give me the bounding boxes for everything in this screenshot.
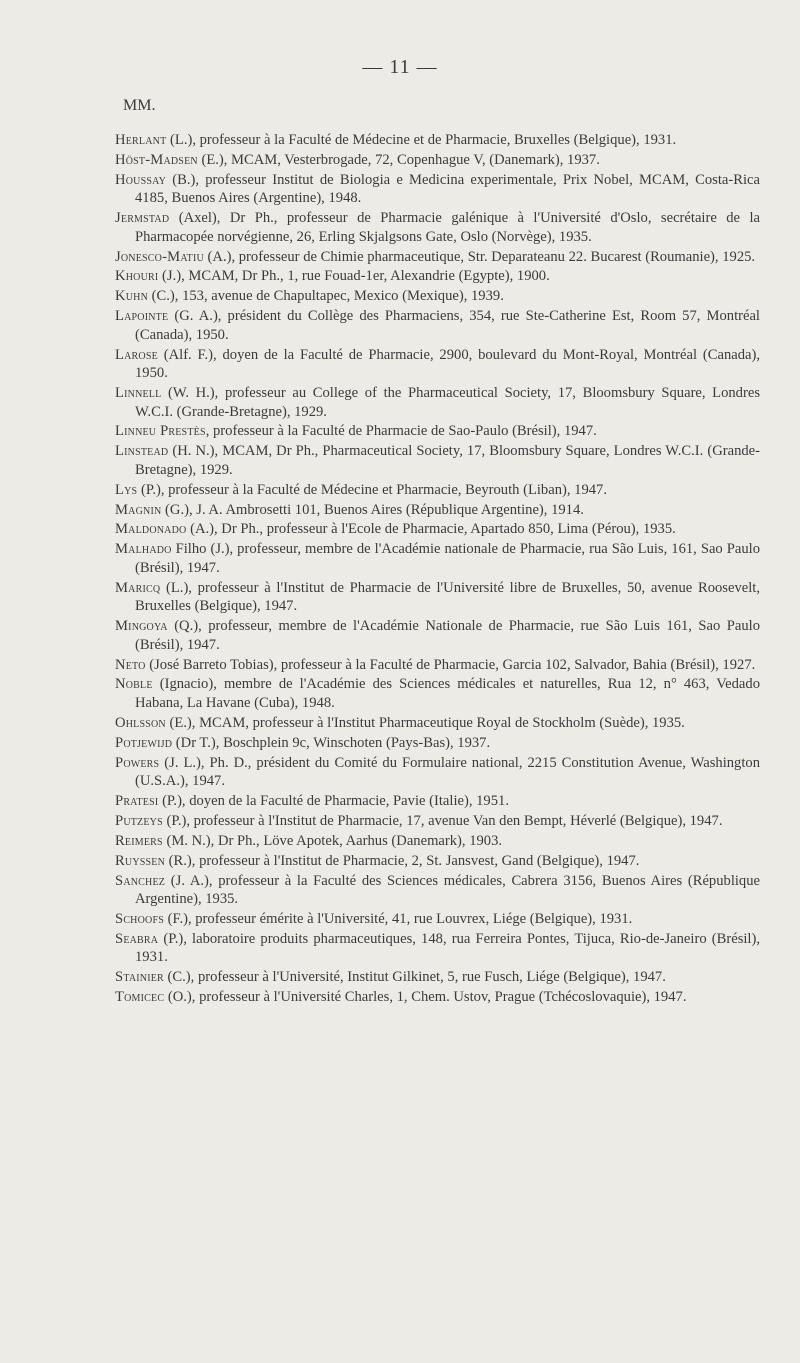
member-surname: Tomicec [115, 989, 165, 1006]
member-surname: Ruyssen [115, 852, 166, 869]
list-item [115, 209, 760, 246]
list-item [115, 832, 760, 851]
member-details: (P.), professeur à l'Institut de Pharmacie, 17, avenue Van den Bempt, Héverlé (Belgique), 1947. [162, 812, 723, 829]
list-item [115, 872, 760, 909]
member-surname: Mingoya [115, 618, 168, 635]
member-surname: Malhado [115, 541, 172, 558]
member-details: (A.), professeur de Chimie pharmaceutique, Str. Deparateanu 22. Bucarest (Roumanie), 1925. [203, 248, 756, 265]
member-surname: Khouri [115, 268, 159, 285]
list-item [115, 714, 760, 733]
list-item [115, 481, 760, 500]
member-surname: Jonesco-Matiu [115, 248, 204, 265]
member-surname: Lys [115, 481, 138, 498]
member-surname: Houssay [115, 171, 167, 188]
member-surname: Putzeys [115, 812, 163, 829]
member-surname: Magnin [115, 501, 162, 518]
member-details: (P.), professeur à la Faculté de Médecine et Pharmacie, Beyrouth (Liban), 1947. [137, 481, 607, 498]
member-details: (P.), doyen de la Faculté de Pharmacie, Pavie (Italie), 1951. [158, 792, 509, 809]
list-item [115, 792, 760, 811]
member-surname: Kuhn [115, 288, 149, 305]
list-item [115, 734, 760, 753]
member-surname: Reimers [115, 832, 163, 849]
list-item [115, 540, 760, 577]
list-item [115, 307, 760, 344]
list-item [115, 422, 760, 441]
member-details: (José Barreto Tobias), professeur à la Faculté de Pharmacie, Garcia 102, Salvador, Bahia (Brésil), 1927. [145, 656, 756, 673]
list-item [115, 579, 760, 616]
member-surname: Maricq [115, 579, 161, 596]
list-item [115, 131, 760, 150]
member-surname: Linneu Prestès [115, 423, 206, 440]
member-surname: Noble [115, 676, 153, 693]
member-surname: Powers [115, 754, 160, 771]
member-surname: Höst-Madsen [115, 151, 198, 168]
list-item [115, 656, 760, 675]
list-item [115, 248, 760, 267]
member-details: (R.), professeur à l'Institut de Pharmacie, 2, St. Jansvest, Gand (Belgique), 1947. [165, 852, 640, 869]
page-number: — 11 — [362, 56, 438, 78]
member-details: (E.), MCAM, Vesterbrogade, 72, Copenhague V, (Danemark), 1937. [197, 151, 600, 168]
list-item [115, 171, 760, 208]
member-list [115, 131, 760, 1007]
list-item [115, 617, 760, 654]
member-details: (G.), J. A. Ambrosetti 101, Buenos Aires (République Argentine), 1914. [161, 501, 584, 518]
member-surname: Maldonado [115, 521, 187, 538]
member-details: (P.), laboratoire produits pharmaceutiques, 148, rua Ferreira Pontes, Tijuca, Rio-de-Janeiro (Brésil), 1931. [135, 930, 760, 966]
member-details: (M. N.), Dr Ph., Löve Apotek, Aarhus (Danemark), 1903. [162, 832, 503, 849]
member-details: (Q.), professeur, membre de l'Académie Nationale de Pharmacie, rue São Luis 161, Sao Paulo (Brésil), 1947. [135, 618, 760, 653]
member-details: (C.), professeur à l'Université, Institut Gilkinet, 5, rue Fusch, Liége (Belgique), 1947. [163, 969, 666, 986]
member-surname: Herlant [115, 132, 167, 148]
member-details: (W. H.), professeur au College of the Pharmaceutical Society, 17, Bloomsbury Square, Londres W.C.I. (Grande-Bretagne), 1929. [135, 385, 760, 420]
member-details: (J. L.), Ph. D., président du Comité du Formulaire national, 2215 Constitution Avenue, Washington (U.S.A.), 1947. [135, 754, 760, 790]
list-item [115, 968, 760, 987]
member-surname: Ohlsson [115, 714, 166, 731]
member-surname: Linstead [115, 443, 169, 460]
list-item [115, 754, 760, 791]
member-details: (Axel), Dr Ph., professeur de Pharmacie galénique à l'Université d'Oslo, secrétaire de la Pharmacopée norvégienne, 26, Erling Skjalgsons Gate, Oslo (Norvège), 1935. [135, 210, 760, 245]
member-details: (Alf. F.), doyen de la Faculté de Pharmacie, 2900, boulevard du Mont-Royal, Montréal (Canada), 1950. [135, 346, 760, 382]
list-item [115, 910, 760, 929]
member-surname: Schoofs [115, 910, 164, 927]
member-details: (A.), Dr Ph., professeur à l'Ecole de Pharmacie, Apartado 850, Lima (Pérou), 1935. [186, 521, 676, 538]
member-details: (J. A.), professeur à la Faculté des Sciences médicales, Cabrera 3156, Buenos Aires (République Argentine), 1935. [135, 872, 760, 908]
list-item [115, 287, 760, 306]
member-details: , professeur à la Faculté de Pharmacie de Sao-Paulo (Brésil), 1947. [205, 423, 597, 440]
list-item [115, 852, 760, 871]
list-item [115, 384, 760, 421]
member-details: (E.), MCAM, professeur à l'Institut Pharmaceutique Royal de Stockholm (Suède), 1935. [165, 714, 685, 731]
member-surname: Potjewijd [115, 734, 173, 751]
member-details: (J.), MCAM, Dr Ph., 1, rue Fouad-1er, Alexandrie (Egypte), 1900. [158, 268, 550, 285]
member-details: (Ignacio), membre de l'Académie des Sciences médicales et naturelles, Rua 12, n° 463, Vedado Habana, La Havane (Cuba), 1948. [135, 676, 760, 711]
member-details: (H. N.), MCAM, Dr Ph., Pharmaceutical Society, 17, Bloomsbury Square, Londres W.C.I. (Grande-Bretagne), 1929. [135, 443, 760, 478]
list-item [115, 988, 760, 1007]
member-details: Filho (J.), professeur, membre de l'Académie nationale de Pharmacie, rua São Luis, 161, Sao Paulo (Brésil), 1947. [135, 541, 760, 576]
member-surname: Larose [115, 346, 158, 363]
member-surname: Pratesi [115, 792, 159, 809]
list-item [115, 442, 760, 479]
list-item [115, 520, 760, 539]
member-surname: Linnell [115, 385, 162, 402]
member-details: (L.), professeur à l'Institut de Pharmacie de l'Université libre de Bruxelles, 50, avenue Roosevelt, Bruxelles (Belgique), 1947. [135, 579, 760, 615]
member-details: (G. A.), président du Collège des Pharmaciens, 354, rue Ste-Catherine Est, Room 57, Montréal (Canada), 1950. [135, 308, 760, 343]
member-details: (C.), 153, avenue de Chapultapec, Mexico (Mexique), 1939. [148, 288, 504, 305]
member-details: (Dr T.), Boschplein 9c, Winschoten (Pays-Bas), 1937. [172, 734, 491, 751]
member-surname: Lapointe [115, 308, 169, 325]
member-details: (O.), professeur à l'Université Charles, 1, Chem. Ustov, Prague (Tchécoslovaquie), 1947. [164, 989, 687, 1006]
member-surname: Jermstad [115, 210, 170, 227]
member-details: (L.), professeur à la Faculté de Médecine et de Pharmacie, Bruxelles (Belgique), 1931. [166, 132, 677, 148]
member-surname: Sanchez [115, 872, 166, 889]
list-item [115, 346, 760, 383]
list-item [115, 812, 760, 831]
list-item [115, 151, 760, 170]
list-item [115, 501, 760, 520]
list-item [115, 930, 760, 967]
member-surname: Stainier [115, 969, 164, 986]
member-details: (F.), professeur émérite à l'Université, 41, rue Louvrex, Liége (Belgique), 1931. [163, 910, 633, 927]
list-item [115, 675, 760, 712]
section-heading: MM. [123, 97, 156, 114]
member-surname: Neto [115, 656, 146, 673]
member-details: (B.), professeur Institut de Biologia e Medicina experimentale, Prix Nobel, MCAM, Costa-Rica 4185, Buenos Aires (Argentine), 1948. [135, 171, 760, 207]
list-item [115, 267, 760, 286]
member-surname: Seabra [115, 930, 159, 947]
